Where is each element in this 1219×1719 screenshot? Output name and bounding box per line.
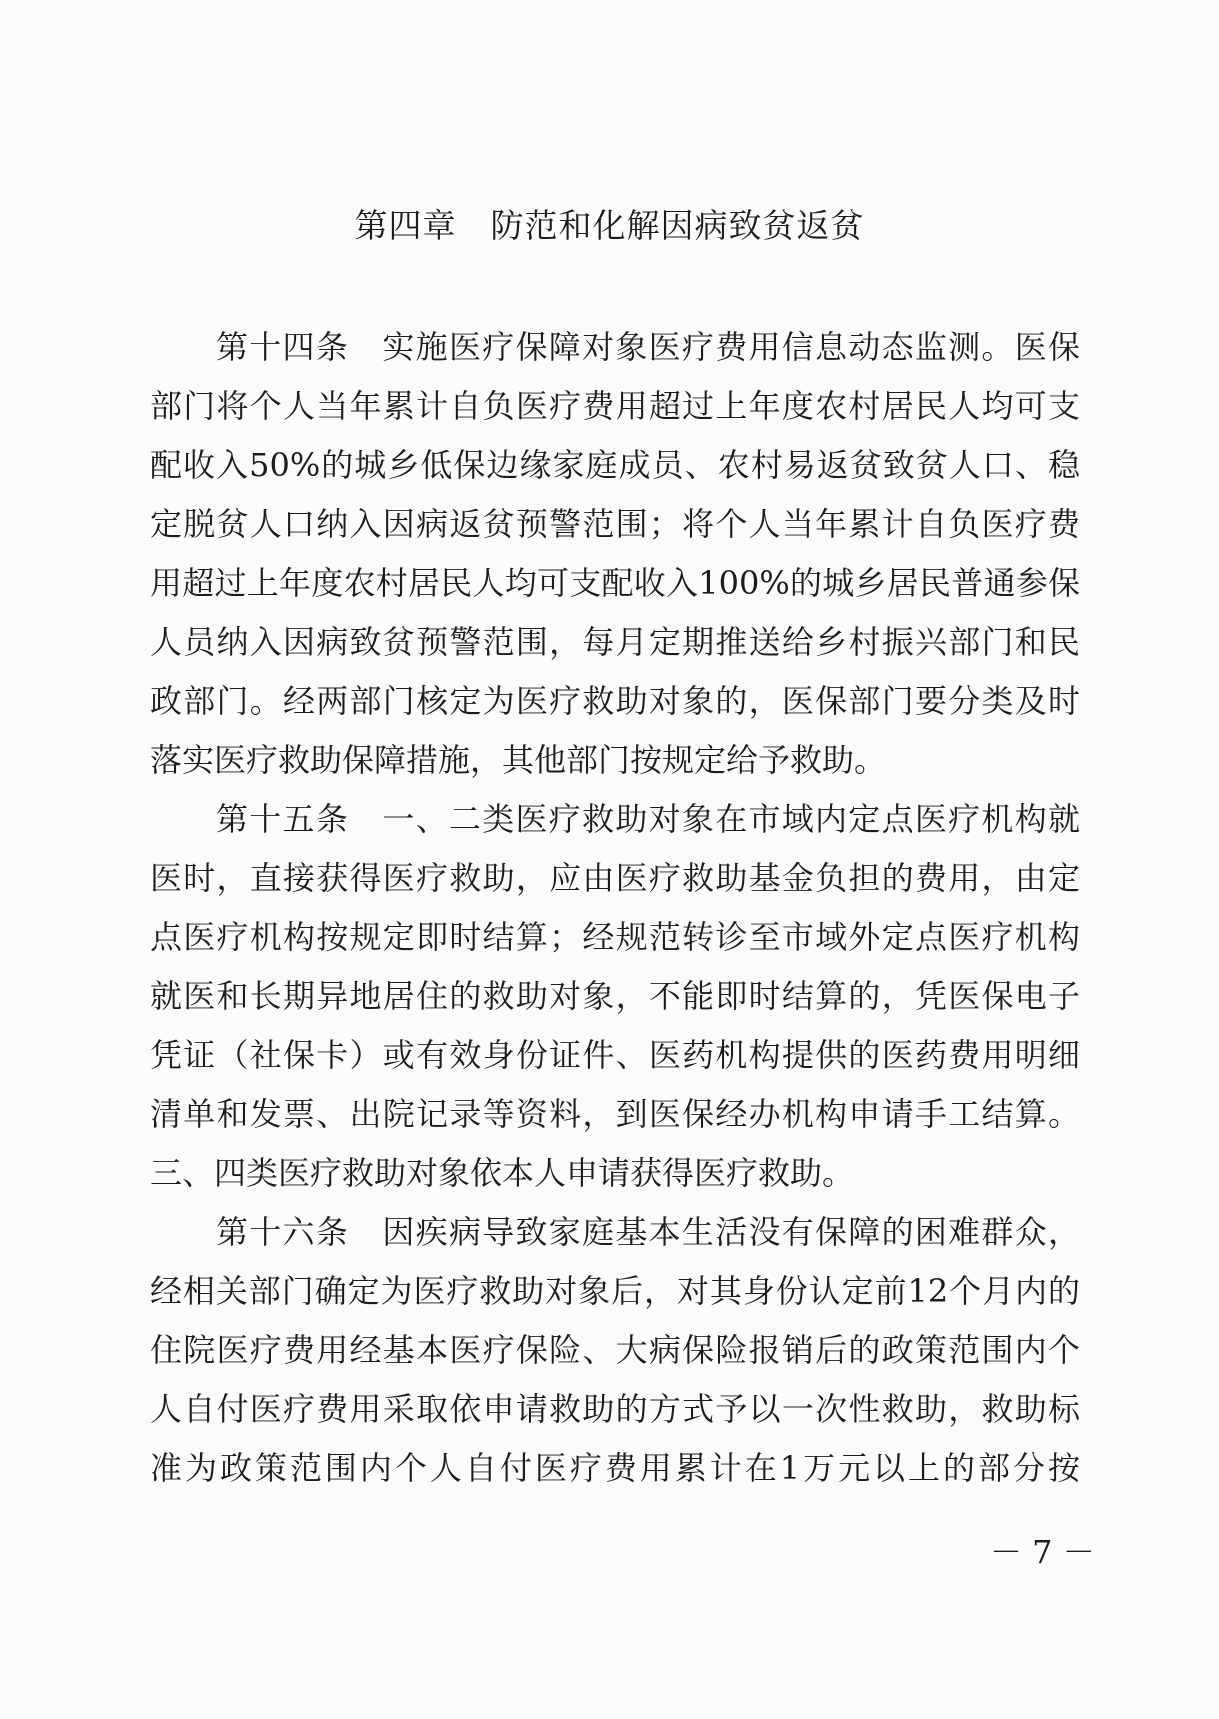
text-line: 就医和长期异地居住的救助对象，不能即时结算的，凭医保电子 [150, 977, 1080, 1015]
text-line: 人自付医疗费用采取依申请救助的方式予以一次性救助，救助标 [150, 1390, 1080, 1428]
text-line: 人员纳入因病致贫预警范围，每月定期推送给乡村振兴部门和民 [150, 623, 1080, 661]
text-line: 经相关部门确定为医疗救助对象后，对其身份认定前12个月内的 [150, 1272, 1080, 1310]
text-line: 三、四类医疗救助对象依本人申请获得医疗救助。 [150, 1154, 855, 1192]
text-line: 医时，直接获得医疗救助，应由医疗救助基金负担的费用，由定 [150, 859, 1080, 897]
body-text [150, 318, 1080, 1498]
text-line: 凭证（社保卡）或有效身份证件、医药机构提供的医药费用明细 [150, 1036, 1080, 1074]
text-line: 定脱贫人口纳入因病返贫预警范围；将个人当年累计自负医疗费 [150, 505, 1080, 543]
text-line: 第十六条 因疾病导致家庭基本生活没有保障的困难群众， [216, 1213, 1080, 1251]
text-line: 用超过上年度农村居民人均可支配收入100%的城乡居民普通参保 [150, 564, 1080, 602]
text-line: 点医疗机构按规定即时结算；经规范转诊至市域外定点医疗机构 [150, 918, 1080, 956]
chapter-title: 第四章 防范和化解因病致贫返贫 [354, 206, 865, 245]
text-line: 第十五条 一、二类医疗救助对象在市域内定点医疗机构就 [216, 800, 1080, 838]
text-line: 准为政策范围内个人自付医疗费用累计在1万元以上的部分按 [150, 1449, 1080, 1487]
text-line: 清单和发票、出院记录等资料，到医保经办机构申请手工结算。 [150, 1095, 1080, 1133]
text-line: 住院医疗费用经基本医疗保险、大病保险报销后的政策范围内个 [150, 1331, 1080, 1369]
text-line: 落实医疗救助保障措施，其他部门按规定给予救助。 [150, 741, 887, 779]
text-line: 政部门。经两部门核定为医疗救助对象的，医保部门要分类及时 [150, 682, 1080, 720]
text-line: 第十四条 实施医疗保障对象医疗费用信息动态监测。医保 [216, 328, 1080, 366]
text-line: 部门将个人当年累计自负医疗费用超过上年度农村居民人均可支 [150, 387, 1080, 425]
text-line: 配收入50%的城乡低保边缘家庭成员、农村易返贫致贫人口、稳 [150, 446, 1080, 484]
page-number: － 7 － [990, 1533, 1095, 1571]
